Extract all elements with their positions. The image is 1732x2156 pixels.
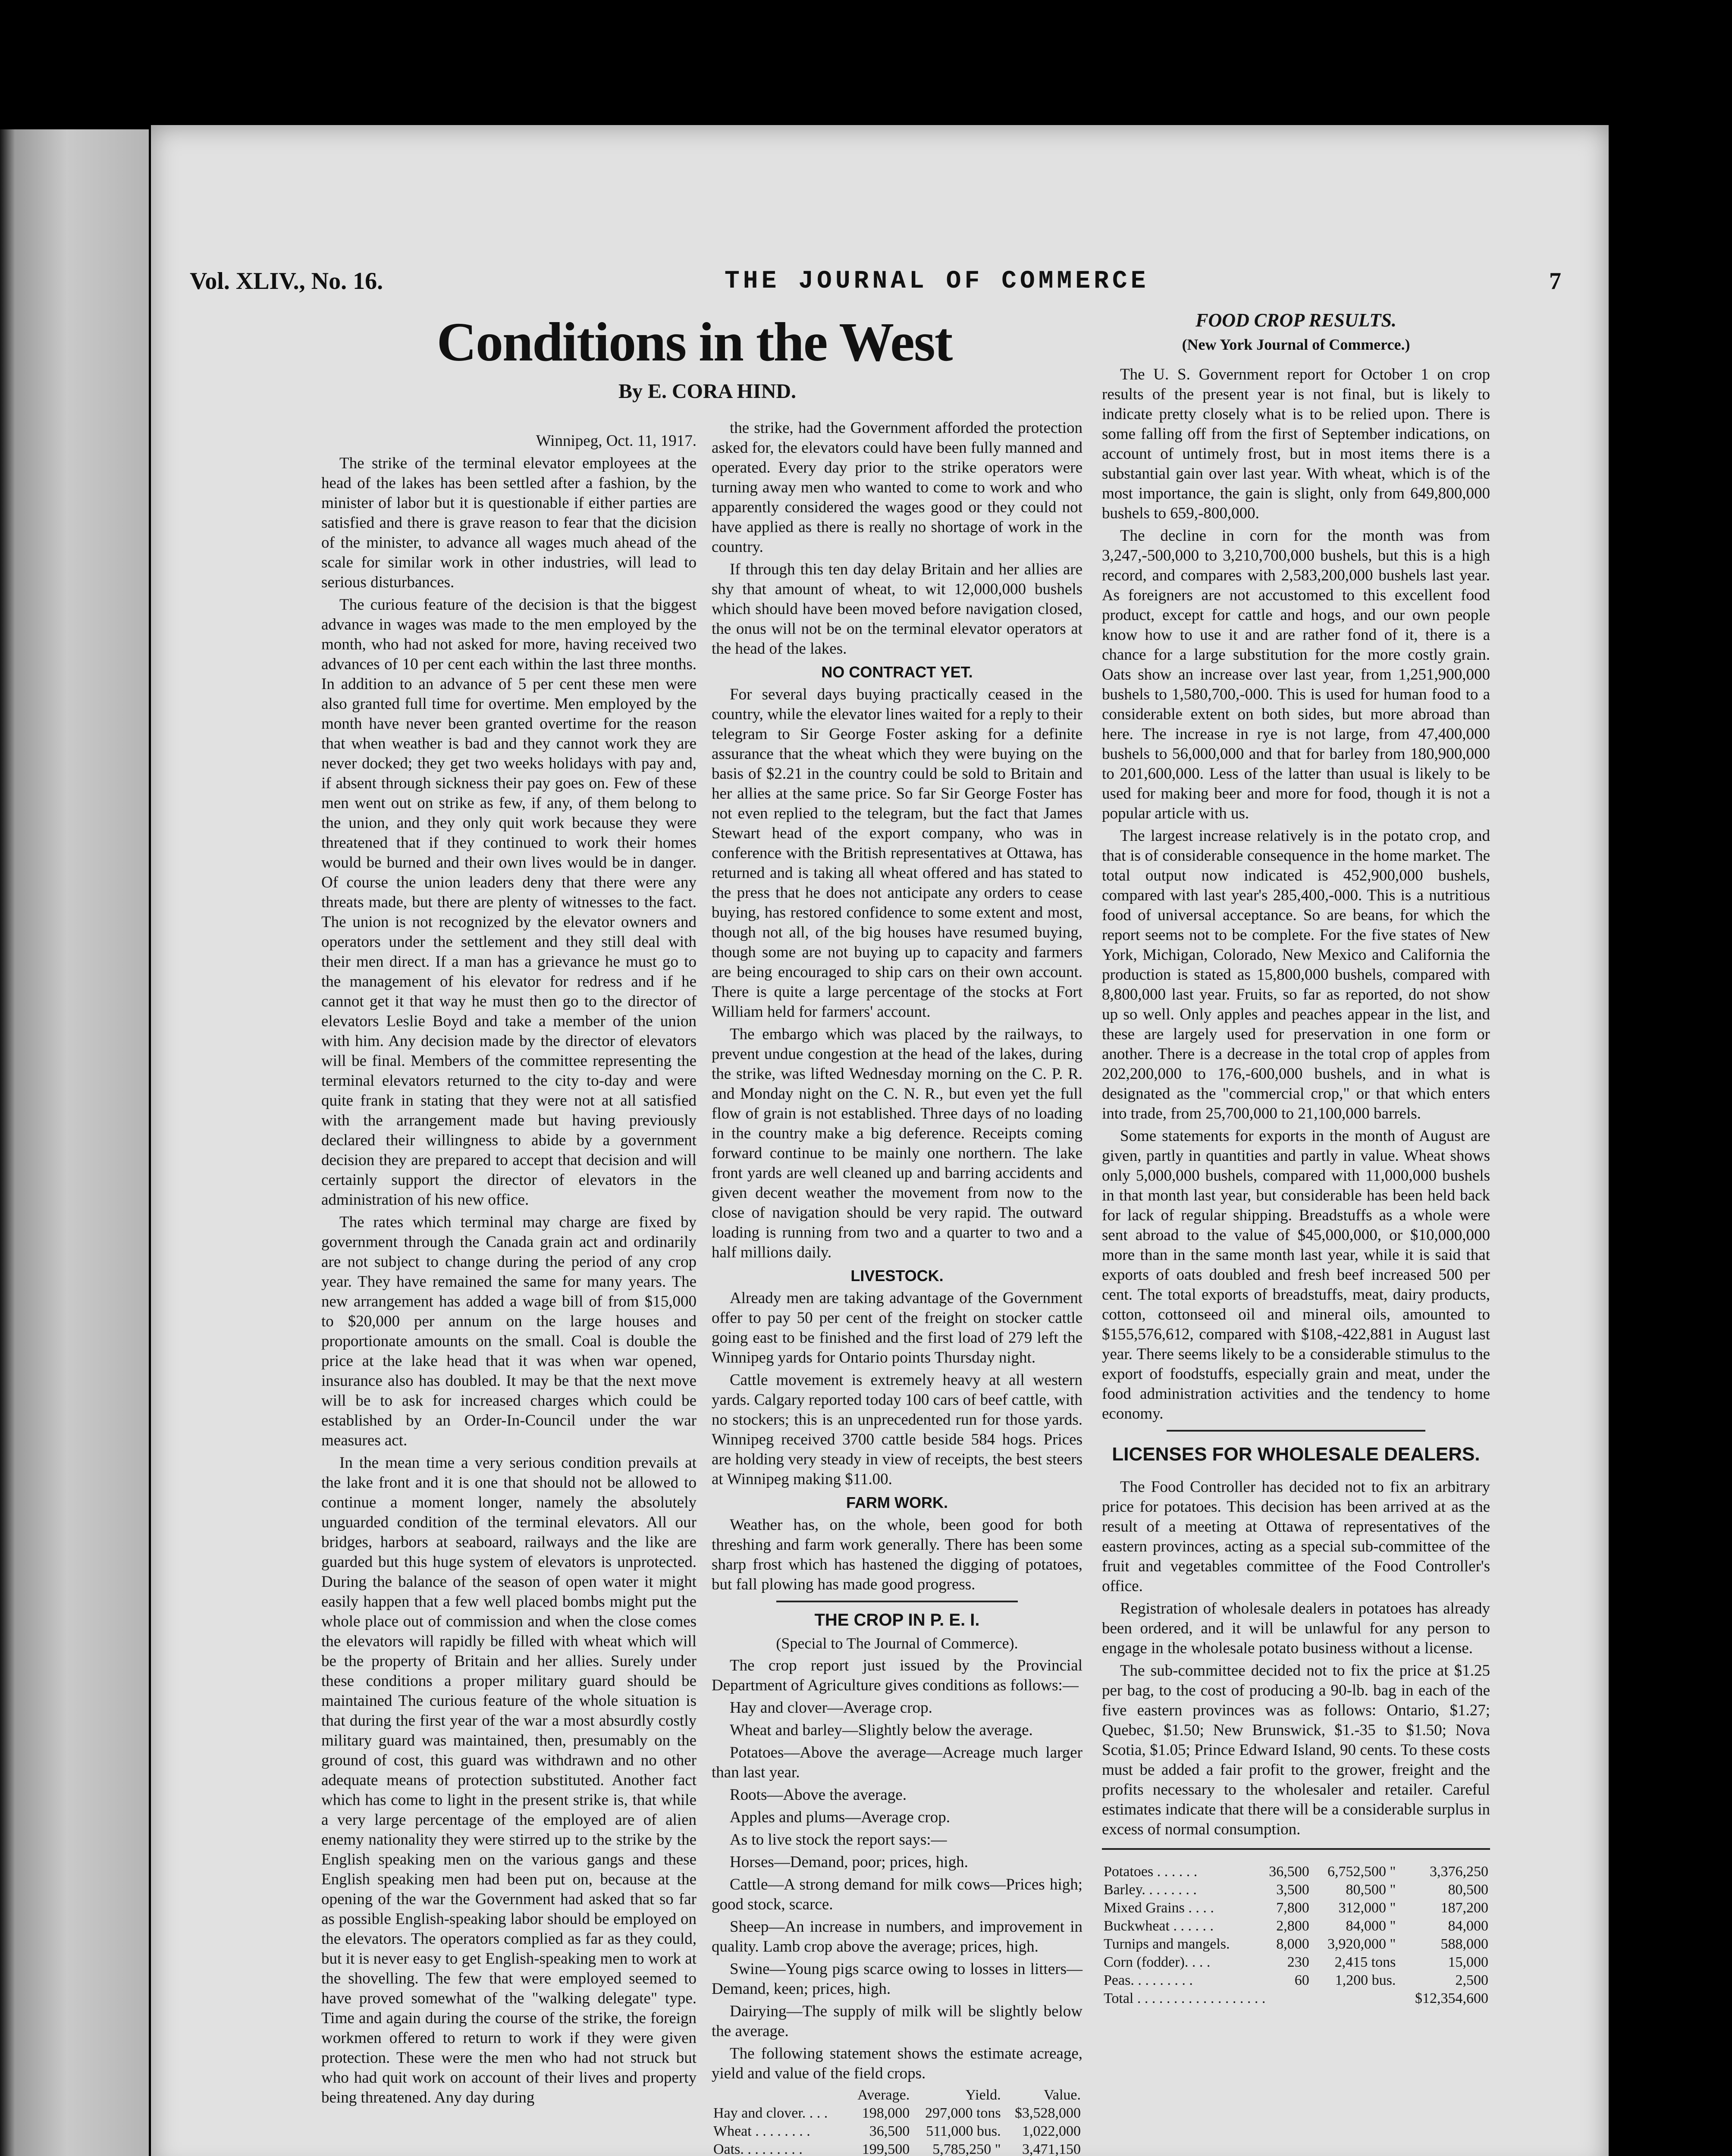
table-row: [1102, 1899, 1490, 1917]
table-cell: 1,200 bus.: [1335, 1972, 1396, 1988]
table-cell: 1,022,000: [1022, 2123, 1081, 2139]
table-cell: Wheat . . . . . . . .: [713, 2123, 810, 2139]
table-cell: 2,800: [1276, 1918, 1309, 1934]
section-divider: [1167, 1430, 1425, 1432]
table-header-row: [712, 2086, 1082, 2104]
table-cell: 7,800: [1276, 1900, 1309, 1916]
total-value: $12,354,600: [1415, 1990, 1488, 2006]
paragraph: Dairying—The supply of milk will be slightly below the average.: [712, 2002, 1082, 2040]
paragraph: The largest increase relatively is in the potato crop, and that is of considerable consequence in the home market. The total output now indicated is 452,900,000 bushels, compared with last year's 285,400,-000. This is a nutritious food of universal acceptance. So are beans, for which the report seems not to be complete. For the five states of New York, Michigan, Colorado, New Mexico and California the production is stated as 15,800,000 bushels, compared with 8,800,000 last year. Fruits, so far as reported, do not show up so well. Only apples and peaches appear in the list, and these are largely used for preservation in one form or another. There is a decrease in the total crop of apples from 202,200,000 to 176,-600,000 bushels, and in what is designated as the "commercial crop," or that which enters into trade, from 25,700,000 to 21,100,000 barrels.: [1102, 827, 1490, 1122]
table-cell: 312,000 ": [1338, 1900, 1396, 1916]
paragraph: Weather has, on the whole, been good for both threshing and farm work generally. There has been some sharp frost which has hastened the digging of potatoes, but fall plowing has made good progress.: [712, 1516, 1082, 1593]
paragraph: The decline in corn for the month was from 3,247,-500,000 to 3,210,700,000 bushels, but this is a high record, and compares with 2,583,200,000 bushels last year. As foreigners are not accustomed to this excellent food product, except for cattle and hogs, and our own people know how to use it and are rather fond of it, there is a chance for a large substitution for the more costly grain. Oats show an increase over last year, from 1,251,900,000 bushels to 1,580,700,-000. This is used for human food to a considerable extent on both sides, but more abroad than here. The increase in rye is not large, from 47,400,000 bushels to 56,000,000 and that for barley from 180,900,000 to 201,600,000. Less of the latter than usual is likely to be used for making beer and more for food, though it is not a popular article with us.: [1102, 527, 1490, 822]
table-cell: 80,500: [1448, 1882, 1488, 1898]
section-divider: [1102, 1848, 1490, 1850]
paragraph: The rates which terminal may charge are fixed by government through the Canada grain act and ordinarily are not subject to change during the period of any crop year. They have remained the same for many years. The new arrangement has added a wage bill of from $15,000 to $20,000 per annum on the large houses and proportionate amounts on the small. Coal is double the price at the lake head that it was when war opened, insurance also has doubled. It may be that the next move will be to ask for increased charges which could be established by an Order-In-Council under the war measures act.: [321, 1213, 697, 1449]
table-cell: Mixed Grains . . . .: [1104, 1900, 1214, 1916]
table-row: [1102, 1953, 1490, 1971]
table-cell: $3,528,000: [1015, 2105, 1081, 2121]
table-cell: 187,200: [1440, 1900, 1488, 1916]
column-1: [321, 431, 697, 2110]
dateline: Winnipeg, Oct. 11, 1917.: [536, 432, 697, 450]
column-header: [712, 2086, 847, 2104]
table-cell: 199,500: [862, 2141, 910, 2156]
table-row: [1102, 1917, 1490, 1935]
paragraph: For several days buying practically ceased in the country, while the elevator lines waited for a reply to their telegram to Sir George Foster asking for a definite assurance that the wheat which they were buying on the basis of $2.21 in the country could be sold to Britain and her allies at the same price. So far Sir George Foster has not even replied to the telegram, but the fact that James Stewart head of the export company, who was in conference with the British representatives at Ottawa, has returned and is taking all wheat offered and has stated to the press that he does not anticipate any orders to cease buying, has restored confidence to some extent and most, though not all, of the big houses have resumed buying, though some are not buying up to capacity and farmers are being encouraged to ship cars on their own account. There is quite a large percentage of the stocks at Fort William held for farmers' account.: [712, 686, 1082, 1021]
table-cell: 5,785,250 ": [932, 2141, 1001, 2156]
paragraph: Swine—Young pigs scarce owing to losses in litters—Demand, keen; prices, high.: [712, 1960, 1082, 1998]
paragraph: The strike of the terminal elevator employees at the head of the lakes has been settled after a fashion, by the minister of labor but it is questionable if either parties are satisfied and there is grave reason to fear that the dicision of the minister, to advance all wages much ahead of the scale for similar work in other industries, will lead to serious disturbances.: [321, 454, 697, 591]
licenses-title: LICENSES FOR WHOLESALE DEALERS.: [1112, 1444, 1480, 1465]
table-cell: Hay and clover. . . .: [713, 2105, 828, 2121]
table-cell: 2,415 tons: [1334, 1954, 1396, 1970]
table-cell: 198,000: [862, 2105, 910, 2121]
paragraph: Some statements for exports in the month of August are given, partly in quantities and partly in value. Wheat shows only 5,000,000 bushels, compared with 11,000,000 bushels in that month last year, but considerable has been held back for lack of regular shipping. Breadstuffs as a whole were sent abroad to the value of $45,000,000, or $10,000,000 more than in the same month last year, while it is said that exports of oats doubled and fresh beef increased 500 per cent. The total exports of breadstuffs, meat, dairy products, cotton, cottonseed oil and mineral oils, amounted to $155,576,612, compared with $108,-422,881 in August last year. There seems likely to be a considerable stimulus to the export of foodstuffs, especially grain and meat, under the food administration activities and the tendency to home economy.: [1102, 1127, 1490, 1423]
table-total-row: [1102, 1990, 1490, 2008]
section-divider: [776, 1601, 1018, 1602]
table-cell: 84,000: [1448, 1918, 1488, 1934]
food-crop-title: FOOD CROP RESULTS.: [1195, 310, 1396, 331]
table-row: [712, 2122, 1082, 2140]
paragraph: Apples and plums—Average crop.: [730, 1808, 951, 1826]
paragraph: The sub-committee decided not to fix the price at $1.25 per bag, to the cost of producing a 90-lb. bag in each of the five eastern provinces was as follows: Ontario, $1.27; Quebec, $1.50; New Brunswick, $1.-35 to $1.50; Nova Scotia, $1.05; Prince Edward Island, 90 cents. To these costs must be added a fair profit to the grower, freight and the profits necessary to the wholesaler and retailer. Careful estimates indicate that there will be a considerable surplus in excess of normal consumption.: [1102, 1662, 1490, 1838]
table-cell: 60: [1294, 1972, 1309, 1988]
crop-table-part-2: [1102, 1863, 1490, 2008]
paragraph: Sheep—An increase in numbers, and improvement in quality. Lamb crop above the average; prices, high.: [712, 1918, 1082, 1955]
pei-credit: (Special to The Journal of Commerce).: [776, 1635, 1018, 1652]
table-cell: 6,752,500 ": [1327, 1864, 1396, 1880]
publication-name: THE JOURNAL OF COMMERCE: [725, 267, 1149, 295]
paragraph: As to live stock the report says:—: [730, 1831, 947, 1849]
paragraph: The Food Controller has decided not to fix an arbitrary price for potatoes. This decision has been arrived at as the result of a meeting at Ottawa of representatives of the eastern provinces, acting as a special sub-committee of the fruit and vegetables committee of the Food Controller's office.: [1102, 1478, 1490, 1595]
table-cell: 80,500 ": [1346, 1882, 1396, 1898]
table-cell: 36,500: [1269, 1864, 1309, 1880]
table-cell: Corn (fodder). . . .: [1104, 1954, 1211, 1970]
paragraph: Potatoes—Above the average—Acreage much larger than last year.: [712, 1744, 1082, 1781]
pei-title: THE CROP IN P. E. I.: [814, 1611, 980, 1630]
column-header: Yield.: [965, 2087, 1001, 2103]
table-cell: 297,000 tons: [925, 2105, 1001, 2121]
table-row: [1102, 1935, 1490, 1953]
crop-table-part-1: [712, 2086, 1082, 2156]
paragraph: Hay and clover—Average crop.: [730, 1699, 932, 1717]
table-cell: 3,471,150: [1022, 2141, 1081, 2156]
table-cell: Potatoes . . . . . .: [1104, 1864, 1198, 1880]
table-row: [1102, 1971, 1490, 1990]
table-cell: 511,000 bus.: [926, 2123, 1001, 2139]
table-cell: Peas. . . . . . . . .: [1104, 1972, 1193, 1988]
paragraph: In the mean time a very serious condition prevails at the lake front and it is one that should not be allowed to continue a moment longer, namely the absolutely unguarded condition of the terminal elevators. All our bridges, harbors at seaboard, railways and the like are guarded but this huge system of elevators is unprotected. During the balance of the season of open water it might easily happen that a few well placed bombs might put the whole place out of commission and when the close comes the elevators will rapidly be filled with wheat which will be the property of Britain and her allies. Surely under these conditions a proper military guard should be maintained The curious feature of the whole situation is that during the first year of the war a most absurdly costly military guard was maintained, then, presumably on the ground of cost, this guard was withdrawn and no other adequate means of protection substituted. Another fact which has come to light in the present strike is, that while a very large percentage of the employed are of alien enemy nationality they were stirred up to the strike by the English speaking men on the various gangs and these English speaking men had been put on, because at the opening of the war the Government had asked that so far as possible English-speaking labor should be employed on the elevators. The operators complied as far as they could, but it is never easy to get English-speaking men to work at the shovelling. The few that were employed seemed to have proved somewhat of the "walking delegate" type. Time and again during the course of the strike, the foreign workmen offered to return to work if they were given protection. These were the men who had not struck but who had quit work on account of their lives and property being threatened. Any day during: [321, 1454, 697, 2106]
column-header: Value.: [1044, 2087, 1081, 2103]
total-label: Total . . . . . . . . . . . . . . . . . .: [1104, 1990, 1266, 2006]
table-row: [712, 2104, 1082, 2122]
paragraph: The curious feature of the decision is that the biggest advance in wages was made to the men employed by the month, who had not asked for more, having received two advances of 10 per cent each within the last three months. In addition to an advance of 5 per cent these men were also granted full time for overtime. Men employed by the month have never been granted overtime for the reason that when weather is bad and they cannot work they are never docked; they get two weeks holidays with pay and, if absent through sickness their pay goes on. Few of these men went out on strike as few, if any, of them belong to the union, and they only quit work because they were threatened that if they continued to work their homes would be burned and their own lives would be in danger. Of course the union leaders deny that there were any threats made, but there are plenty of witnesses to the fact. The union is not recognized by the elevator owners and operators under the settlement and they still deal with their men direct. If a man has a grievance he must go to the management of his elevator for redress and if he cannot get it that way he must then go to the director of elevators Leslie Boyd and take a member of the union with him. Any decision made by the director of elevators will be final. Members of the committee representing the terminal elevators returned to the city to-day and were quite frank in stating that they were not at all satisfied with the arrangement made but having previously declared their willingness to abide by a government decision they are prepared to accept that decision and will certainly support the director of elevators in the administration of his new office.: [321, 596, 697, 1209]
table-cell: Turnips and mangels.: [1104, 1936, 1230, 1952]
table-row: [712, 2140, 1082, 2156]
page-number: 7: [1549, 268, 1561, 295]
table-cell: 230: [1287, 1954, 1309, 1970]
paragraph: The U. S. Government report for October 1 on crop results of the present year is not final, but is likely to indicate pretty closely what is to be relied upon. There is some falling off from the first of September indications, on account of untimely frost, but in most items there is a substantial gain over last year. With wheat, which is of the most importance, the gain is slight, only from 649,800,000 bushels to 659,-800,000.: [1102, 366, 1490, 522]
paragraph: Wheat and barley—Slightly below the average.: [730, 1721, 1033, 1739]
paragraph: Cattle movement is extremely heavy at all western yards. Calgary reported today 100 cars of beef cattle, with no stockers; this is an unprecedented run for those yards. Winnipeg received 3700 cattle beside 584 hogs. Prices are holding very steady in view of receipts, the best steers at Winnipeg making $11.00.: [712, 1371, 1082, 1488]
column-3: [1102, 310, 1490, 2008]
table-cell: 2,500: [1455, 1972, 1488, 1988]
table-cell: 588,000: [1440, 1936, 1488, 1952]
page-header: [190, 267, 1570, 306]
paragraph: Cattle—A strong demand for milk cows—Prices high; good stock, scarce.: [712, 1876, 1082, 1913]
paragraph: The embargo which was placed by the railways, to prevent undue congestion at the head of the lakes, during the strike, was lifted Wednesday morning on the C. P. R. and Monday night on the C. N. R., but even yet the full flow of grain is not established. Three days of no loading in the country make a big deference. Receipts coming forward continue to be mainly one northern. The lake front yards are well cleaned up and barring accidents and given decent weather the movement from now to the close of navigation should be very rapid. The outward loading is running from two and a quarter to two and a half millions daily.: [712, 1025, 1082, 1261]
paragraph: Horses—Demand, poor; prices, high.: [730, 1853, 968, 1871]
paragraph: If through this ten day delay Britain and her allies are shy that amount of wheat, to wit 12,000,000 bushels which should have been moved before navigation closed, the onus will not be on the terminal elevator operators at the head of the lakes.: [712, 561, 1082, 658]
table-cell: 3,920,000 ": [1327, 1936, 1396, 1952]
article-title: Conditions in the West: [436, 311, 952, 373]
facing-page-edge: [0, 129, 149, 2156]
paragraph: Registration of wholesale dealers in potatoes has already been ordered, and it will be unlawful for any person to engage in the wholesale potato business without a license.: [1102, 1600, 1490, 1657]
table-row: [1102, 1863, 1490, 1881]
paragraph: the strike, had the Government afforded the protection asked for, the elevators could have been fully manned and operated. Every day prior to the strike operators were turning away men who wanted to come to work and who apparently considered the wages good or they could not have applied as there is really no shortage of work in the country.: [712, 419, 1082, 556]
table-cell: Buckwheat . . . . . .: [1104, 1918, 1214, 1934]
paragraph: Already men are taking advantage of the Government offer to pay 50 per cent of the freight on stocker cattle going east to be finished and the first load of 279 left the Winnipeg yards for Ontario points Thursday night.: [712, 1289, 1082, 1366]
column-header: Average.: [857, 2087, 910, 2103]
paragraph: The following statement shows the estimate acreage, yield and value of the field crops.: [712, 2045, 1082, 2082]
subheading-livestock: LIVESTOCK.: [850, 1267, 944, 1285]
table-cell: 15,000: [1448, 1954, 1488, 1970]
food-crop-source: (New York Journal of Commerce.): [1182, 336, 1410, 353]
volume-number: Vol. XLIV., No. 16.: [190, 268, 383, 295]
table-cell: 36,500: [869, 2123, 910, 2139]
column-2: [712, 418, 1082, 2156]
table-cell: 3,376,250: [1430, 1864, 1488, 1880]
table-cell: 8,000: [1276, 1936, 1309, 1952]
paragraph: Roots—Above the average.: [730, 1786, 907, 1804]
table-cell: 84,000 ": [1346, 1918, 1396, 1934]
paragraph: The crop report just issued by the Provincial Department of Agriculture gives conditions as follows:—: [712, 1657, 1082, 1694]
article-byline: By E. CORA HIND.: [618, 380, 797, 403]
table-cell: Barley. . . . . . . .: [1104, 1882, 1197, 1898]
subheading-contract: NO CONTRACT YET.: [821, 663, 973, 681]
table-cell: 3,500: [1276, 1882, 1309, 1898]
subheading-farm-work: FARM WORK.: [846, 1494, 948, 1511]
table-cell: Oats. . . . . . . . .: [713, 2141, 803, 2156]
table-row: [1102, 1881, 1490, 1899]
